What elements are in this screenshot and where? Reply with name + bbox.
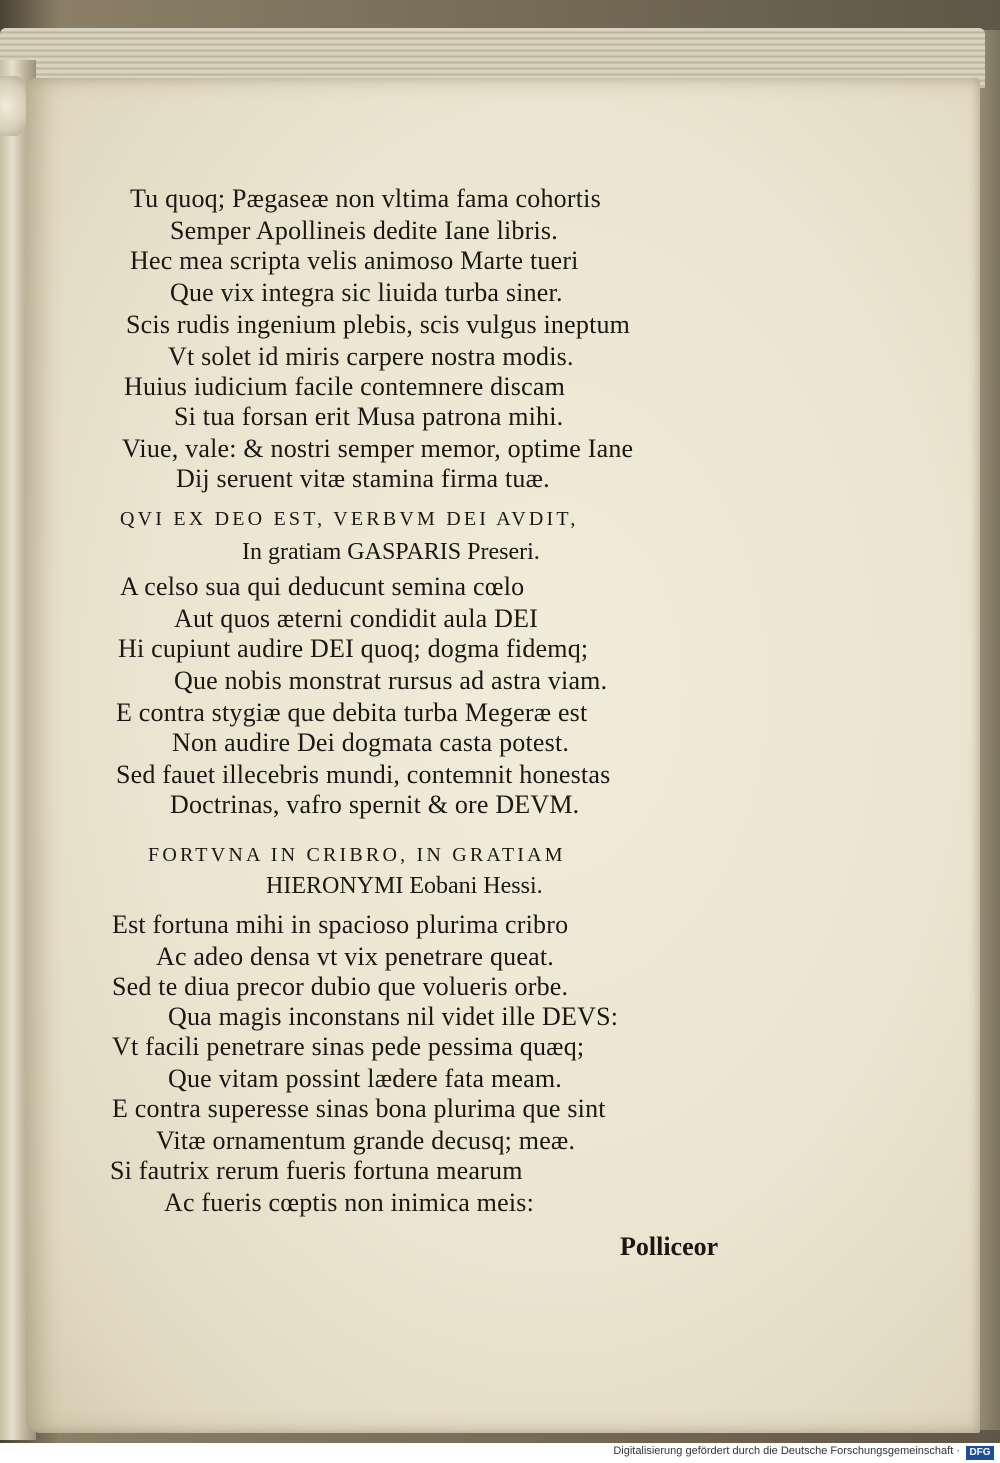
poem1-line: Hec mea scripta velis animoso Marte tueri <box>130 246 579 275</box>
poem3-line: E contra superesse sinas bona plurima que sint <box>112 1094 606 1123</box>
poem1-line: Si tua forsan erit Musa patrona mihi. <box>174 402 564 431</box>
poem2-line: E contra stygiæ que debita turba Megeræ est <box>116 698 588 727</box>
poem3-line: Qua magis inconstans nil videt ille DEVS: <box>168 1002 619 1031</box>
poem3-line: Ac adeo densa vt vix penetrare queat. <box>156 942 554 971</box>
poem2-line: Aut quos æterni condidit aula DEI <box>174 604 539 633</box>
footer-credit: Digitalisierung gefördert durch die Deutsche Forschungsgemeinschaft · <box>613 1445 960 1457</box>
footer-bar <box>0 1443 1000 1463</box>
poem1-line: Dij seruent vitæ stamina firma tuæ. <box>176 464 550 493</box>
poem3-line: Ac fueris cœptis non inimica meis: <box>164 1188 535 1217</box>
poem2-line: A celso sua qui deducunt semina cœlo <box>120 572 525 601</box>
poem3-line: Vitæ ornamentum grande decusq; meæ. <box>156 1126 576 1155</box>
poem3-line: Sed te diua precor dubio que volueris orbe. <box>112 972 569 1001</box>
poem3-title: FORTVNA IN CRIBRO, IN GRATIAM <box>148 844 566 866</box>
poem2-line: Sed fauet illecebris mundi, contemnit honestas <box>116 760 611 789</box>
poem2-title: QVI EX DEO EST, VERBVM DEI AVDIT, <box>120 508 579 530</box>
poem1-line: Tu quoq; Pægaseæ non vltima fama cohortis <box>130 184 601 213</box>
poem3-line: Est fortuna mihi in spacioso plurima cribro <box>112 910 569 939</box>
poem1-line: Semper Apollineis dedite Iane libris. <box>170 216 558 245</box>
poem2-subtitle: In gratiam GASPARIS Preseri. <box>242 539 540 565</box>
book-page <box>26 78 980 1433</box>
poem2-line: Non audire Dei dogmata casta potest. <box>172 728 570 757</box>
poem1-line: Que vix integra sic liuida turba siner. <box>170 278 563 307</box>
poem1-line: Vt solet id miris carpere nostra modis. <box>168 342 574 371</box>
poem2-line: Hi cupiunt audire DEI quoq; dogma fidemq; <box>118 634 589 663</box>
page-text <box>26 78 980 1433</box>
poem2-line: Que nobis monstrat rursus ad astra viam. <box>174 666 608 695</box>
poem3-line: Si fautrix rerum fueris fortuna mearum <box>110 1156 523 1185</box>
poem1-line: Scis rudis ingenium plebis, scis vulgus ineptum <box>126 310 631 339</box>
catchword: Polliceor <box>620 1232 719 1261</box>
poem1-line: Huius iudicium facile contemnere discam <box>124 372 565 401</box>
poem3-line: Vt facili penetrare sinas pede pessima quæq; <box>112 1032 585 1061</box>
poem3-subtitle: HIERONYMI Eobani Hessi. <box>266 873 543 899</box>
poem3-line: Que vitam possint lædere fata meam. <box>168 1064 563 1093</box>
poem1-line: Viue, vale: & nostri semper memor, optime Iane <box>122 434 634 463</box>
poem2-line: Doctrinas, vafro spernit & ore DEVM. <box>170 790 580 819</box>
dfg-logo: DFG <box>966 1446 994 1460</box>
